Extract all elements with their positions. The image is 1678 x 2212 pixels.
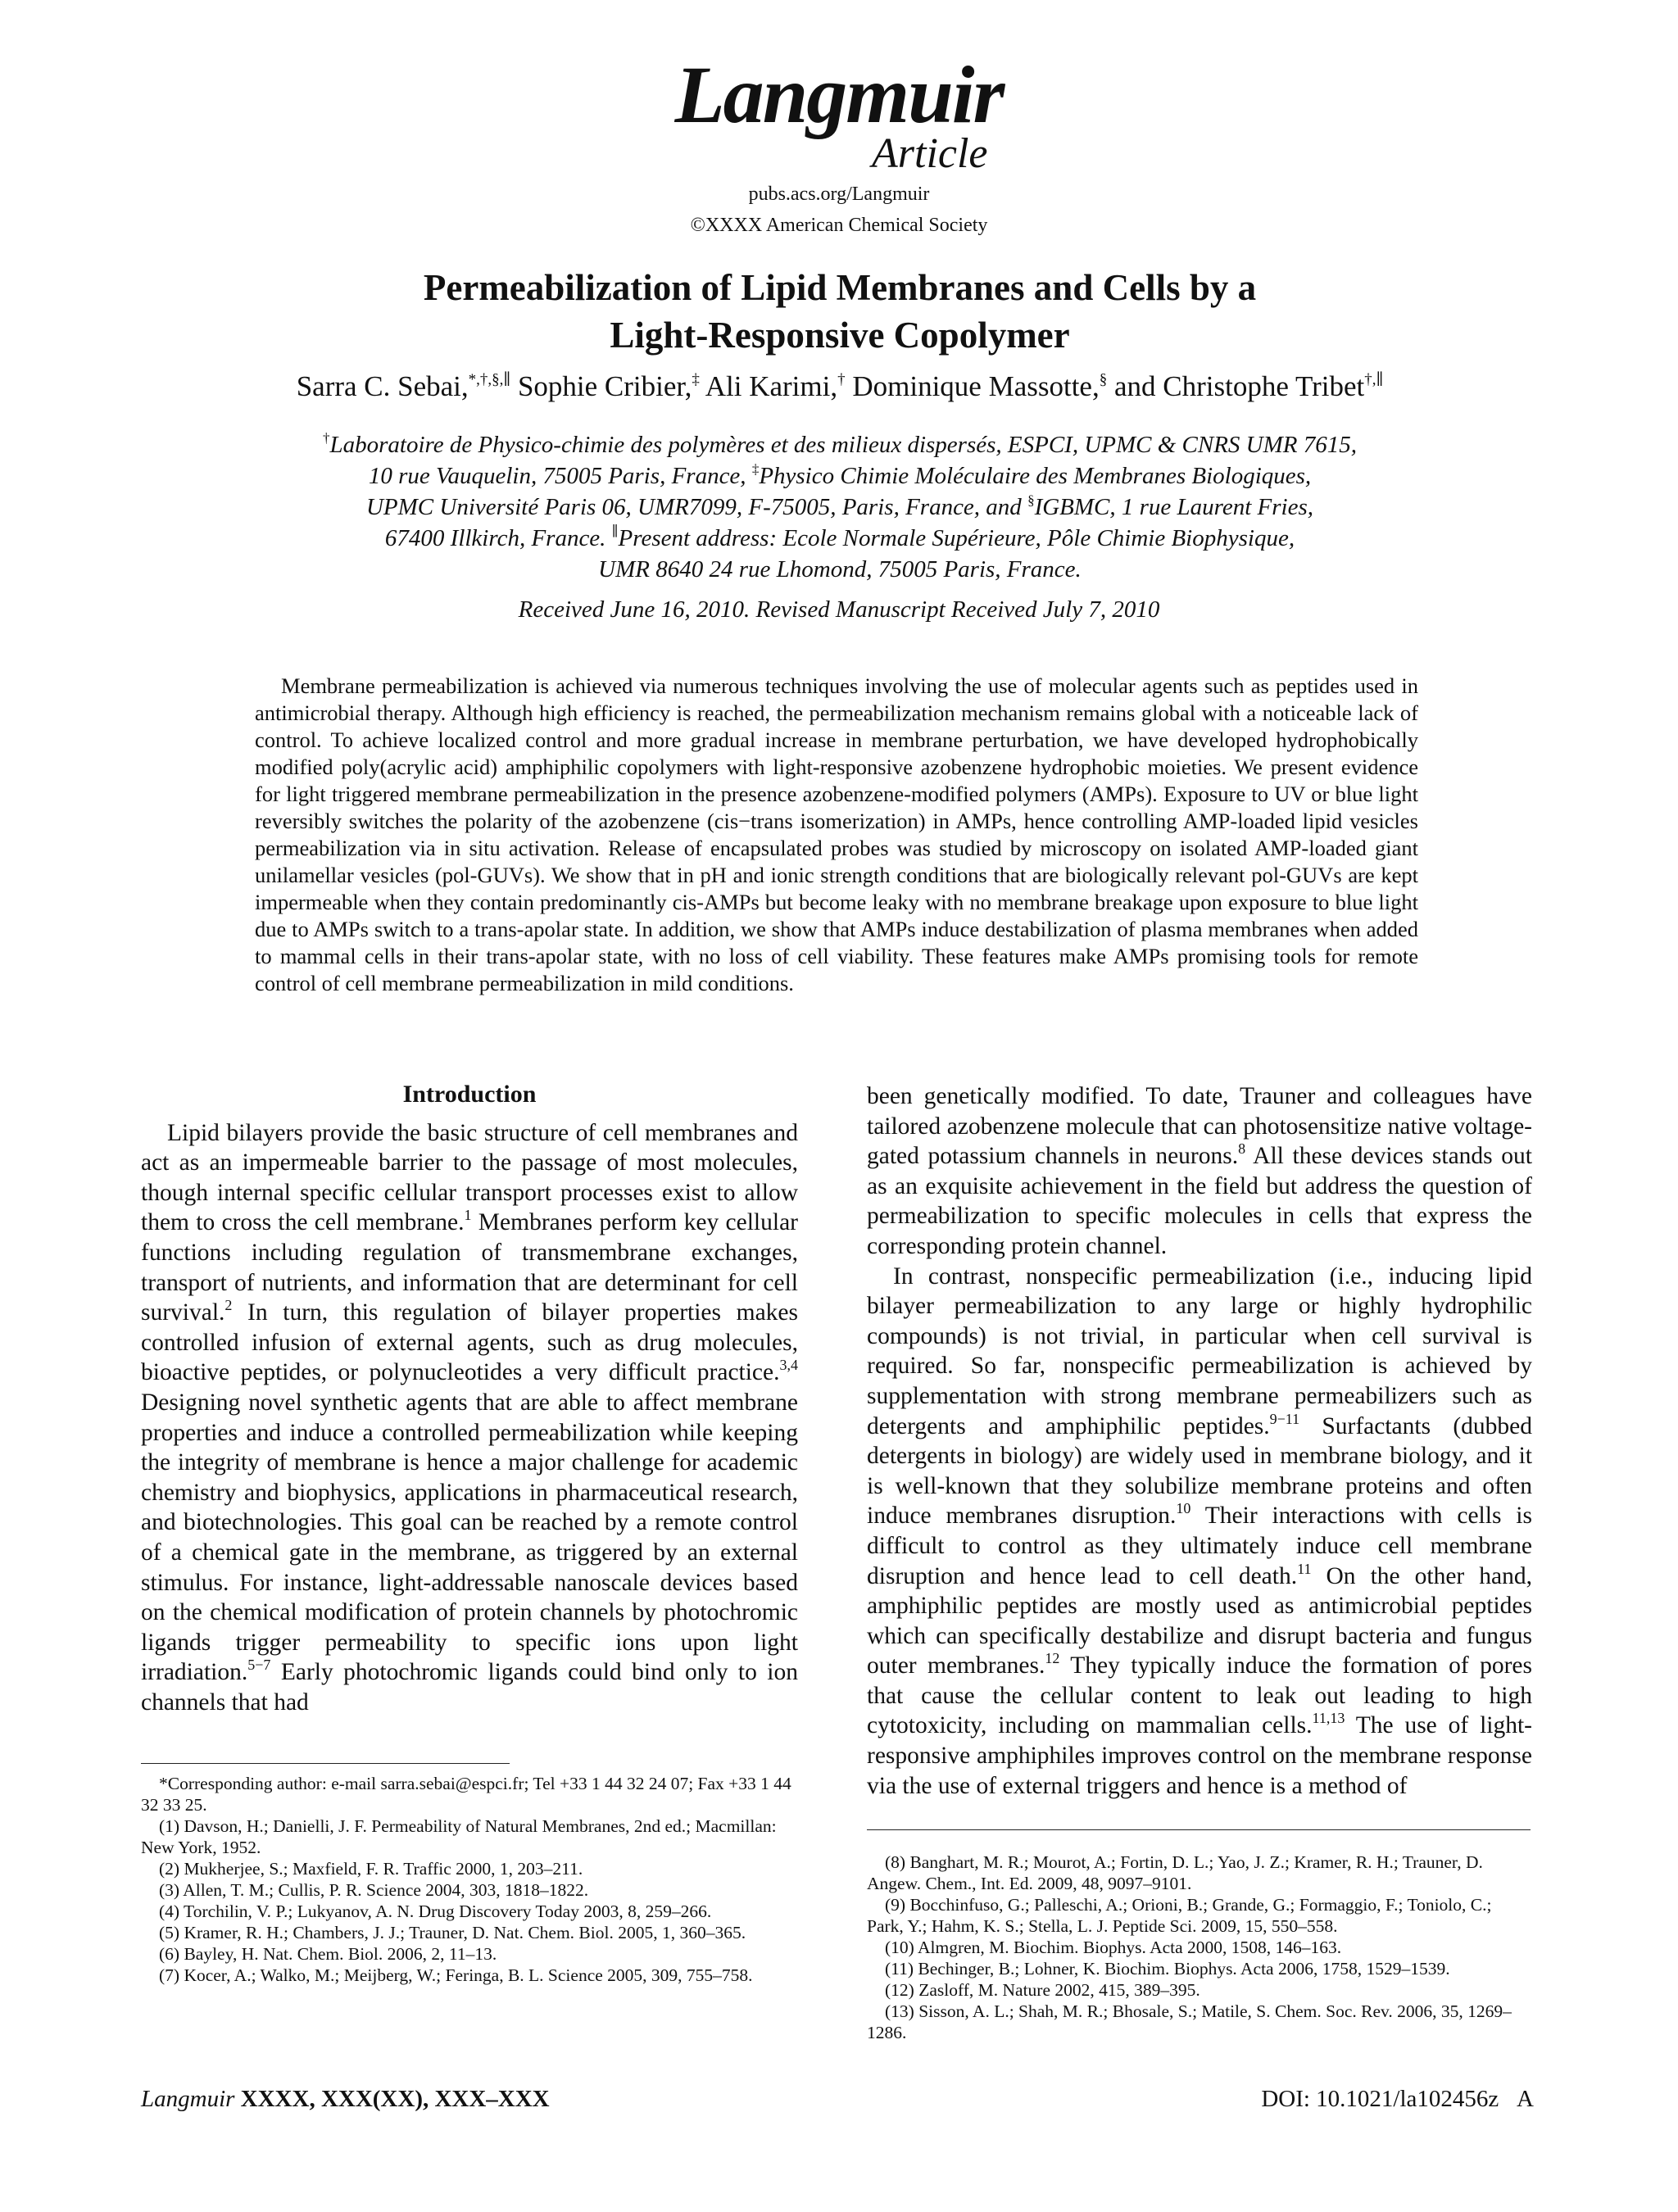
footnote-reference: (8) Banghart, M. R.; Mourot, A.; Fortin, D. L.; Yao, J. Z.; Kramer, R. H.; Trauner, D. Angew. Chem., Int. Ed. 2009, 48, 9097–9101. [867,1852,1483,1893]
footnote-reference: (1) Davson, H.; Danielli, J. F. Permeability of Natural Membranes, 2nd ed.; Macmillan: New York, 1952. [141,1816,777,1857]
footer-page-letter: A [1517,2086,1534,2112]
intro-paragraph-1 [141,1118,798,1718]
affiliation-line [229,554,1450,585]
affiliation-mark: † [323,430,330,446]
affiliation-text: Physico Chimie Moléculaire des Membranes Biologiques, [759,463,1312,489]
footnote-reference: (11) Bechinger, B.; Lohner, K. Biochim. Biophys. Acta 2006, 1758, 1529–1539. [885,1959,1450,1979]
citation-ref[interactable]: 12 [1045,1650,1060,1667]
author-name: Ali Karimi, [699,370,838,402]
affiliation-line [229,460,1450,492]
author-affiliation-mark: *,†,§,∥ [468,371,511,388]
body-text: Lipid bilayers provide the basic structure of cell membranes and act as an impermeable barrier to the passage of most molecules, though internal specific cellular transport processes exist to allow them to cross the cell membrane. [141,1119,798,1236]
abstract [255,673,1418,997]
affiliation-text: Present address: Ecole Normale Supérieure, Pôle Chimie Biophysique, [618,525,1295,551]
footnote-reference: (4) Torchilin, V. P.; Lukyanov, A. N. Drug Discovery Today 2003, 8, 259–266. [159,1902,712,1921]
footnote-reference: *Corresponding author: e-mail sarra.sebai@espci.fr; Tel +33 1 44 32 24 07; Fax +33 1 44 32 33 25. [141,1774,791,1815]
body-text: The use of light-responsive amphiphiles improves control on the membrane response via the use of external triggers and hence is a method of [867,1712,1532,1799]
citation-ref[interactable]: 11 [1297,1560,1312,1577]
body-text: Membranes perform key cellular functions including regulation of transmembrane exchanges, transport of nutrients, and information that are determinant for cell survival. [141,1209,798,1326]
body-paragraph [867,1262,1532,1802]
body-text: Early photochromic ligands could bind only to ion channels that had [141,1659,798,1716]
affiliation-line [229,523,1450,554]
article-title [328,264,1352,359]
footnote-reference: (6) Bayley, H. Nat. Chem. Biol. 2006, 2, 11–13. [159,1944,497,1964]
footnote-reference: (7) Kocer, A.; Walko, M.; Meijberg, W.; Feringa, B. L. Science 2005, 309, 755–758. [159,1965,753,1985]
footer-volume: XXXX, XXX(XX), XXX–XXX [240,2086,550,2112]
footnote-reference: (10) Almgren, M. Biochim. Biophys. Acta 2000, 1508, 146–163. [885,1938,1342,1957]
body-text: All these devices stands out as an exquisite achievement in the field but address the question of permeabilization to specific molecules in cells that express the corresponding protein channel. [867,1143,1533,1259]
affiliation-text: UMR 8640 24 rue Lhomond, 75005 Paris, France. [598,556,1082,582]
received-dates: Received June 16, 2010. Revised Manuscript Received July 7, 2010 [518,596,1160,623]
affiliation-text: UPMC Université Paris 06, UMR7099, F-75005, Paris, France, and [365,494,1028,520]
affiliation-text: 10 rue Vauquelin, 75005 Paris, France, [368,463,752,489]
footnotes-right [867,1852,1532,2043]
citation-ref[interactable]: 2 [224,1297,233,1314]
footnote-reference: (12) Zasloff, M. Nature 2002, 415, 389–395. [885,1980,1200,2000]
footnote-divider-left [141,1763,510,1764]
author-name: Sarra C. Sebai, [296,370,469,402]
affiliation-mark: ‡ [751,461,760,477]
footer-citation [141,2086,550,2113]
footnote-reference: (2) Mukherjee, S.; Maxfield, F. R. Traffic 2000, 1, 203–211. [159,1859,583,1879]
affiliations [229,429,1450,585]
title-line-1: Permeabilization of Lipid Membranes and Cells by a [423,267,1257,308]
footnote-reference: (9) Bocchinfuso, G.; Palleschi, A.; Orioni, B.; Grande, G.; Formaggio, F.; Toniolo, C.; Park, Y.; Hahm, K. S.; Stella, L. J. Peptide Sci. 2009, 15, 550–558. [867,1895,1492,1936]
citation-ref[interactable]: 9−11 [1269,1410,1300,1427]
citation-ref[interactable]: 11,13 [1312,1710,1345,1727]
section-heading-introduction: Introduction [402,1081,537,1108]
author-affiliation-mark: † [837,371,846,388]
affiliation-text: IGBMC, 1 rue Laurent Fries, [1034,494,1314,520]
body-text: been genetically modified. To date, Trauner and colleagues have tailored azobenzene molecule that can photosensitize native voltage-gated potassium channels in neurons. [867,1083,1532,1170]
body-text: Designing novel synthetic agents that are able to affect membrane properties and induce a controlled permeabilization while keeping the integrity of membrane is hence a major challenge for academic chemistry and biophysics, applications in pharmaceutical research, and biotechnologies. This goal can be reached by a remote control of a chemical gate in the membrane, as triggered by an external stimulus. For instance, light-addressable nanoscale devices based on the chemical modification of protein channels by photochromic ligands trigger permeability to specific ions upon light irradiation. [141,1389,798,1686]
affiliation-mark: § [1027,492,1035,508]
citation-ref[interactable]: 1 [464,1207,472,1224]
copyright-line: ©XXXX American Chemical Society [690,215,988,236]
affiliation-mark: ∥ [611,524,619,539]
left-column [141,1080,798,1717]
affiliation-line [229,429,1450,460]
article-type-label: Article [872,130,988,177]
footnote-reference: (3) Allen, T. M.; Cullis, P. R. Science 2004, 303, 1818–1822. [159,1880,589,1900]
footnotes-left [141,1773,798,1986]
affiliation-line [229,492,1450,523]
body-paragraph [867,1081,1532,1262]
body-text: They typically induce the formation of pores that cause the cellular content to leak out leading to high cytotoxicity, including on mammalian cells. [867,1652,1532,1739]
author-name: Dominique Massotte, [845,370,1100,402]
author-affiliation-mark: § [1099,371,1108,388]
abstract-text: Membrane permeabilization is achieved via numerous techniques involving the use of molecular agents such as peptides used in antimicrobial therapy. Although high efficiency is reached, the permeabilization mechanism remains global with a noticeable lack of control. To achieve localized control and more gradual increase in membrane perturbation, we have developed hydrophobically modified poly(acrylic acid) amphiphilic copolymers with light-responsive azobenzene hydrophobic moieties. We present evidence for light triggered membrane permeabilization in the presence azobenzene-modified polymers (AMPs). Exposure to UV or blue light reversibly switches the polarity of the azobenzene (cis−trans isomerization) in AMPs, hence controlling AMP-loaded lipid vesicles permeabilization via in situ activation. Release of encapsulated probes was studied by microscopy on isolated AMP-loaded giant unilamellar vesicles (pol-GUVs). We show that in pH and ionic strength conditions that are biologically relevant pol-GUVs are kept impermeable when they contain predominantly cis-AMPs but become leaky with no membrane breakage upon exposure to blue light due to AMPs switch to a trans-apolar state. In addition, we show that AMPs induce destabilization of plasma membranes when added to mammal cells in their trans-apolar state, with no loss of cell viability. These features make AMPs promising tools for remote control of cell membrane permeabilization in mild conditions. [255,673,1418,995]
journal-logo: Langmuir [674,49,1004,140]
citation-ref[interactable]: 8 [1238,1140,1246,1158]
footnote-reference: (5) Kramer, R. H.; Chambers, J. J.; Trauner, D. Nat. Chem. Biol. 2005, 1, 360–365. [159,1923,746,1942]
citation-ref[interactable]: 10 [1176,1500,1191,1517]
journal-website[interactable]: pubs.acs.org/Langmuir [748,184,930,205]
body-text: On the other hand, amphiphilic peptides are mostly used as antimicrobial peptides which can specifically destabilize and disrupt bacteria and fungus outer membranes. [867,1562,1532,1679]
affiliation-text: Laboratoire de Physico-chimie des polymères et des milieux dispersés, ESPCI, UPMC & CNRS UMR 7615, [329,432,1357,458]
author-list [164,369,1516,405]
author-affiliation-mark: †,∥ [1364,371,1384,388]
footnote-reference: (13) Sisson, A. L.; Shah, M. R.; Bhosale, S.; Matile, S. Chem. Soc. Rev. 2006, 35, 1269–1286. [867,2001,1512,2042]
citation-ref[interactable]: 5−7 [247,1657,271,1674]
body-text: In contrast, nonspecific permeabilization (i.e., inducing lipid bilayer permeabilization to any large or highly hydrophilic compounds) is not trivial, in particular when cell survival is required. So far, nonspecific permeabilization is achieved by supplementation with strong membrane permeabilizers such as detergents and amphiphilic peptides. [867,1262,1532,1439]
citation-ref[interactable]: 3,4 [779,1357,798,1374]
right-column [867,1081,1532,1801]
footer-journal: Langmuir [141,2086,235,2112]
footer-doi-area [1261,2086,1534,2113]
footer-doi[interactable]: DOI: 10.1021/la102456z [1261,2086,1499,2112]
body-text: Surfactants (dubbed detergents in biology) are widely used in membrane biology, and it is well-known that they solubilize membrane proteins and often induce membranes disruption. [867,1412,1532,1530]
body-text: In turn, this regulation of bilayer properties makes controlled infusion of external agents, such as drug molecules, bioactive peptides, or polynucleotides a very difficult practice. [141,1299,798,1386]
affiliation-text: 67400 Illkirch, France. [384,525,612,551]
footnote-divider-right [867,1829,1531,1830]
author-affiliation-mark: ‡ [692,371,700,388]
author-name: Sophie Cribier, [510,370,692,402]
author-name: and Christophe Tribet [1107,370,1365,402]
body-text: Their interactions with cells is difficult to control as they ultimately induce cell membrane disruption and hence lead to cell death. [867,1503,1532,1589]
title-line-2: Light-Responsive Copolymer [610,315,1070,356]
